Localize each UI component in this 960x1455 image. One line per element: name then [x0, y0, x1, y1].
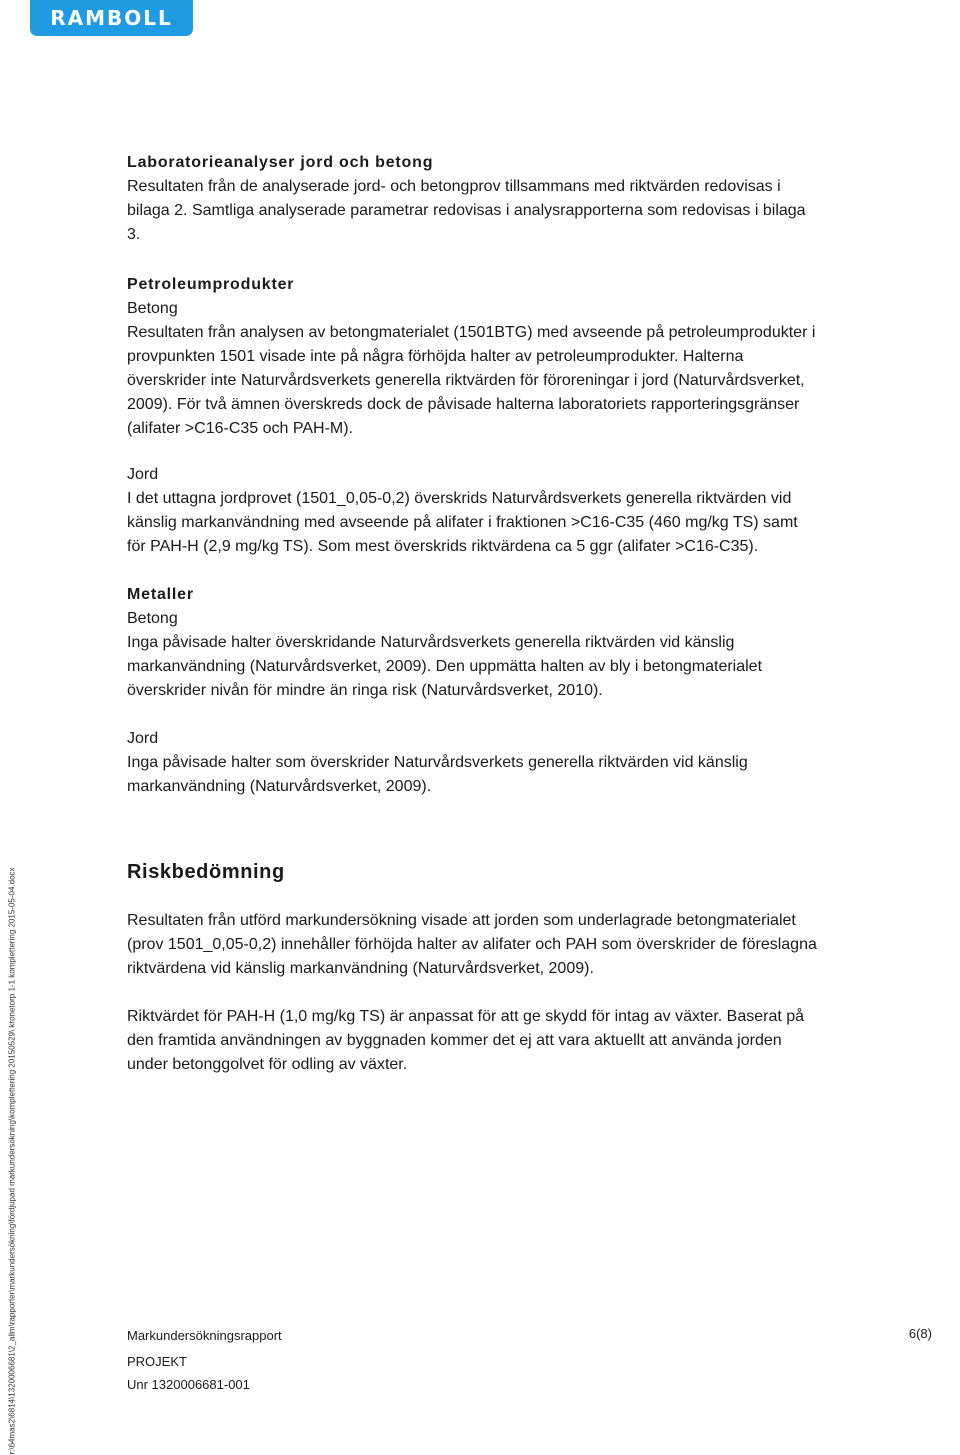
ramboll-logo [30, 0, 193, 36]
petro-heading: Petroleumprodukter [127, 276, 295, 293]
risk-heading: Riskbedömning [127, 861, 285, 883]
logo-text: RAMBOLL [50, 6, 173, 30]
petro-jord-body: I det uttagna jordprovet (1501_0,05-0,2) överskrids Naturvårdsverkets generella riktvärden vid känslig markanvändning med avseende på alifater i fraktionen >C16-C35 (460 mg/kg TS) samt för PAH-H (2,9 mg/kg TS). Som mest överskrids riktvärdena ca 5 ggr (alifater >C16-C35). [127, 490, 798, 555]
document-body [127, 151, 817, 1077]
metaller-heading: Metaller [127, 586, 194, 603]
footer-project: PROJEKT [127, 1354, 187, 1369]
metaller-betong-label: Betong [127, 610, 178, 627]
metaller-jord-body: Inga påvisade halter som överskrider Naturvårdsverkets generella riktvärden vid känslig markanvändning (Naturvårdsverket, 2009). [127, 754, 748, 795]
risk-paragraph-1: Resultaten från utförd markundersökning visade att jorden som underlagrade betongmaterialet (prov 1501_0,05-0,2) innehåller förhöjda halter av alifater och PAH som överskrider de föreslagna riktvärdena vid känslig markanvändning (Naturvårdsverket, 2009). [127, 912, 817, 977]
risk-paragraph-2: Riktvärdet för PAH-H (1,0 mg/kg TS) är anpassat för att ge skydd för intag av växter. Baserat på den framtida användningen av byggnaden kommer det ej att vara aktuellt att använda jorden under betonggolvet för odling av växter. [127, 1008, 805, 1073]
lab-body: Resultaten från de analyserade jord- och betongprov tillsammans med riktvärden redovisas i bilaga 2. Samtliga analyserade parametrar redovisas i analysrapporterna som redovisas i bilaga 3. [127, 178, 806, 243]
petro-betong-body: Resultaten från analysen av betongmaterialet (1501BTG) med avseende på petroleumprodukter i provpunkten 1501 visade inte på några förhöjda halter av petroleumprodukter. Halterna överskrider inte Naturvårdsverkets generella riktvärden för föroreningar i jord (Naturvårdsverket, 2009). För två ämnen överskreds dock de påvisade halterna laboratoriets rapporteringsgränser (alifater >C16-C35 och PAH-M). [127, 324, 816, 437]
lab-heading: Laboratorieanalyser jord och betong [127, 154, 434, 171]
petro-betong-label: Betong [127, 300, 178, 317]
petro-jord-label: Jord [127, 466, 159, 483]
page-number: 6(8) [908, 1326, 932, 1341]
file-path-margin: r:\64mas2\6814\1320006681\2_allm\rapporter\markundersökning\fördjupad markundersökning\komplettering 20150529\ kronetorp 1-1 komplettering 2015-05-04.docx [7, 867, 17, 1455]
footer-unr: Unr 1320006681-001 [127, 1377, 250, 1392]
metaller-jord-label: Jord [127, 730, 159, 747]
footer-report-title: Markundersökningsrapport [127, 1328, 282, 1343]
metaller-betong-body: Inga påvisade halter överskridande Naturvårdsverkets generella riktvärden vid känslig markanvändning (Naturvårdsverket, 2009). Den uppmätta halten av bly i betongmaterialet överskrider nivån för mindre än ringa risk (Naturvårdsverket, 2010). [127, 634, 763, 699]
